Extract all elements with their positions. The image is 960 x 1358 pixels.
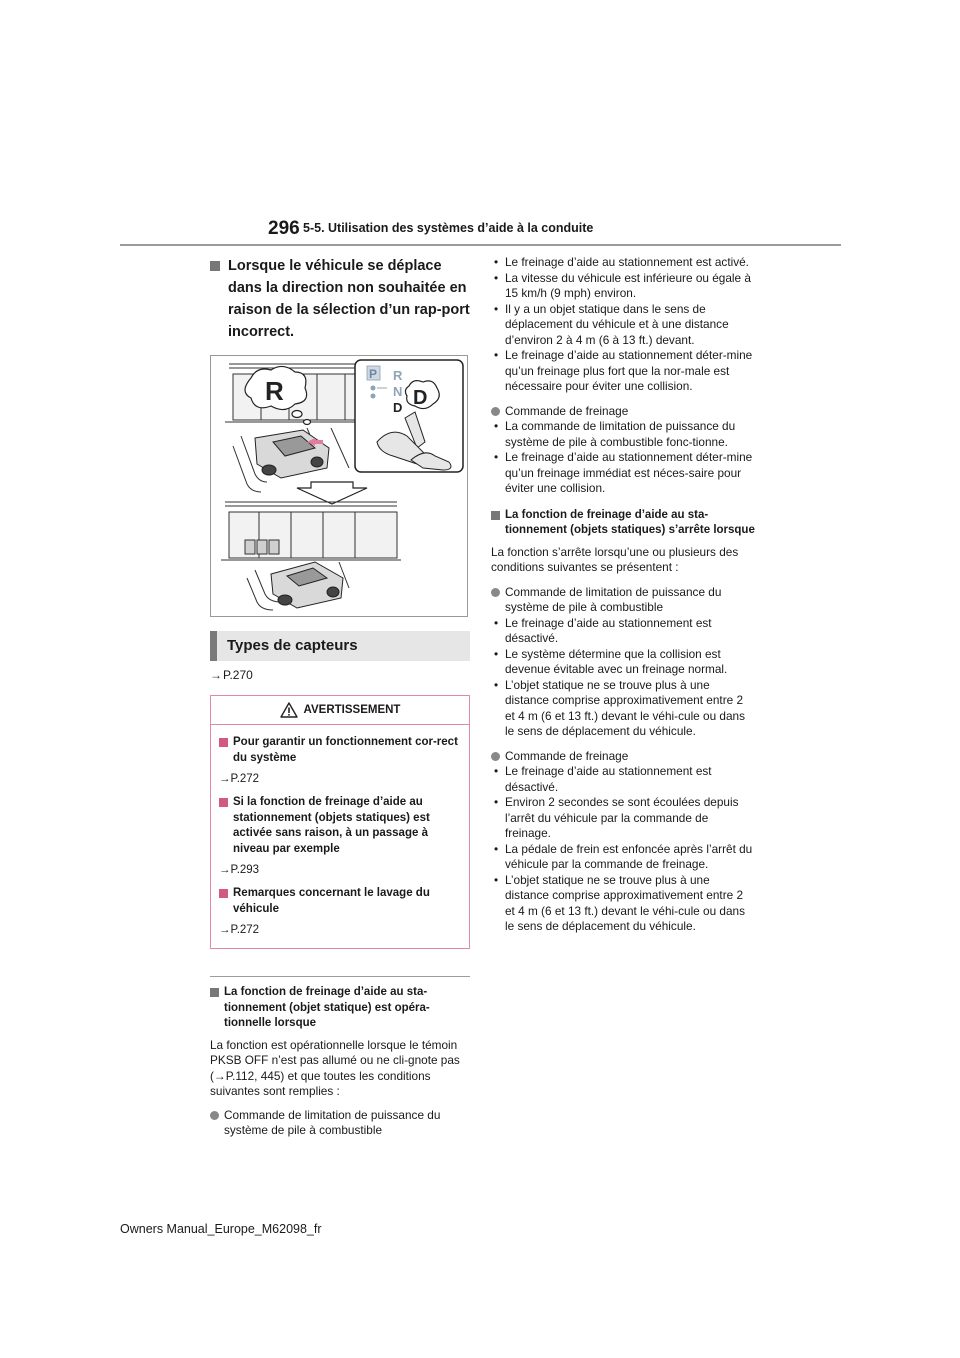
circle-bullet-icon bbox=[491, 407, 500, 416]
list-item: • Le freinage d’aide au stationnement déter-mine qu’un freinage plus fort que la nor-male est nécessaire pour éviter une collision. bbox=[491, 348, 755, 395]
heading-wrong-gear: Lorsque le véhicule se déplace dans la direction non souhaitée en raison de la sélection d’un rap-port incorrect. bbox=[210, 255, 470, 343]
list-item: • La commande de limitation de puissance du système de pile à combustible fonc-tionne. bbox=[491, 419, 755, 450]
types-reference[interactable]: →P.270 bbox=[210, 668, 253, 682]
brake-control-condition: Commande de freinage bbox=[491, 404, 755, 420]
left-column bbox=[210, 255, 470, 1139]
operational-heading: La fonction de freinage d’aide au sta-tionnement (objet statique) est opéra-tionnelle lorsque bbox=[210, 985, 470, 1032]
warning-item-title: Pour garantir un fonctionnement cor-rect du système bbox=[219, 735, 461, 766]
condition-list-c bbox=[491, 616, 755, 740]
operational-paragraph: La fonction est opérationnelle lorsque le témoin PKSB OFF n’est pas allumé ou ne cli-gnote pas (→P.112, 445) et que toutes les conditions suivantes sont remplies : bbox=[210, 1037, 460, 1098]
square-bullet-icon bbox=[491, 511, 500, 520]
list-item: • L’objet statique ne se trouve plus à une distance comprise approximativement entre 2 et 4 m (6 et 13 ft.) devant le véhi-cule ou dans le sens de déplacement du véhicule. bbox=[491, 678, 755, 740]
square-bullet-icon bbox=[219, 798, 228, 807]
list-item: • Environ 2 secondes se sont écoulées depuis l’arrêt du véhicule par la commande de freinage. bbox=[491, 795, 755, 842]
condition-list-a bbox=[491, 255, 755, 395]
list-item: • La vitesse du véhicule est inférieure ou égale à 15 km/h (9 mph) environ. bbox=[491, 271, 755, 302]
selected-gear-letter: D bbox=[413, 387, 428, 409]
square-bullet-icon bbox=[219, 738, 228, 747]
bubble-gear-letter: R bbox=[265, 376, 284, 406]
square-bullet-icon bbox=[219, 889, 228, 898]
list-item: • Le freinage d’aide au stationnement déter-mine qu’un freinage immédiat est néces-saire pour éviter une collision. bbox=[491, 450, 755, 497]
types-heading: Types de capteurs bbox=[210, 631, 470, 661]
operational-condition: Commande de limitation de puissance du système de pile à combustible bbox=[210, 1108, 470, 1139]
circle-bullet-icon bbox=[210, 1111, 219, 1120]
warning-box bbox=[210, 695, 470, 949]
warning-header bbox=[211, 696, 469, 725]
warning-title: AVERTISSEMENT bbox=[303, 704, 401, 716]
list-item: • Le système détermine que la collision est devenue évitable avec un freinage normal. bbox=[491, 647, 755, 678]
warning-item-title: Si la fonction de freinage d’aide au stationnement (objets statiques) est activée sans raison, à un passage à niveau par exemple bbox=[219, 795, 461, 857]
warning-triangle-icon bbox=[280, 702, 298, 718]
illustration-wrong-gear bbox=[210, 355, 468, 617]
warning-item-reference[interactable]: →P.272 bbox=[219, 773, 260, 785]
list-item: • L’objet statique ne se trouve plus à une distance comprise approximativement entre 2 et 4 m (6 et 13 ft.) devant le véhi-cule ou dans le sens de déplacement du véhicule. bbox=[491, 873, 755, 935]
list-item: • Le freinage d’aide au stationnement est désactivé. bbox=[491, 616, 755, 647]
circle-bullet-icon bbox=[491, 752, 500, 761]
arrow-right-icon: → bbox=[210, 668, 222, 682]
parking-scene-drawing bbox=[211, 356, 467, 616]
shift-letter-n: N bbox=[393, 384, 403, 399]
list-item: • Le freinage d’aide au stationnement est activé. bbox=[491, 255, 755, 271]
arrow-right-icon: → bbox=[219, 773, 231, 785]
shift-letter-d: D bbox=[393, 400, 403, 415]
warning-item-reference[interactable]: →P.272 bbox=[219, 924, 260, 936]
stop-heading: La fonction de freinage d’aide au sta-tionnement (objets statiques) s’arrête lorsque bbox=[491, 508, 755, 539]
section-divider bbox=[210, 976, 470, 977]
warning-item-title: Remarques concernant le lavage du véhicule bbox=[219, 886, 461, 917]
arrow-right-icon: → bbox=[219, 864, 231, 876]
page-number: 296 bbox=[268, 218, 300, 239]
warning-body bbox=[211, 725, 469, 948]
stop-condition-brake: Commande de freinage bbox=[491, 749, 755, 765]
list-item: • La pédale de frein est enfoncée après l’arrêt du véhicule par la commande de freinage. bbox=[491, 842, 755, 873]
condition-list-b bbox=[491, 419, 755, 497]
square-bullet-icon bbox=[210, 261, 220, 271]
section-title: 5-5. Utilisation des systèmes d’aide à la conduite bbox=[303, 221, 594, 235]
shift-letter-r: R bbox=[393, 368, 403, 383]
circle-bullet-icon bbox=[491, 588, 500, 597]
warning-item-reference[interactable]: →P.293 bbox=[219, 864, 260, 876]
footer-text: Owners Manual_Europe_M62098_fr bbox=[120, 1222, 322, 1236]
condition-list-d bbox=[491, 764, 755, 935]
right-column bbox=[491, 255, 755, 935]
square-bullet-icon bbox=[210, 988, 219, 997]
shift-letter-p: P bbox=[369, 367, 378, 381]
sequence-arrow-icon bbox=[297, 482, 367, 504]
list-item: • Le freinage d’aide au stationnement est désactivé. bbox=[491, 764, 755, 795]
header-rule bbox=[120, 244, 841, 246]
arrow-right-icon: → bbox=[219, 924, 231, 936]
list-item: • Il y a un objet statique dans le sens de déplacement du véhicule et à une distance d’environ 2 à 4 m (6 à 13 ft.) devant. bbox=[491, 302, 755, 349]
stop-paragraph: La fonction s’arrête lorsqu’une ou plusieurs des conditions suivantes se présentent : bbox=[491, 544, 739, 574]
stop-condition-power: Commande de limitation de puissance du système de pile à combustible bbox=[491, 585, 755, 616]
